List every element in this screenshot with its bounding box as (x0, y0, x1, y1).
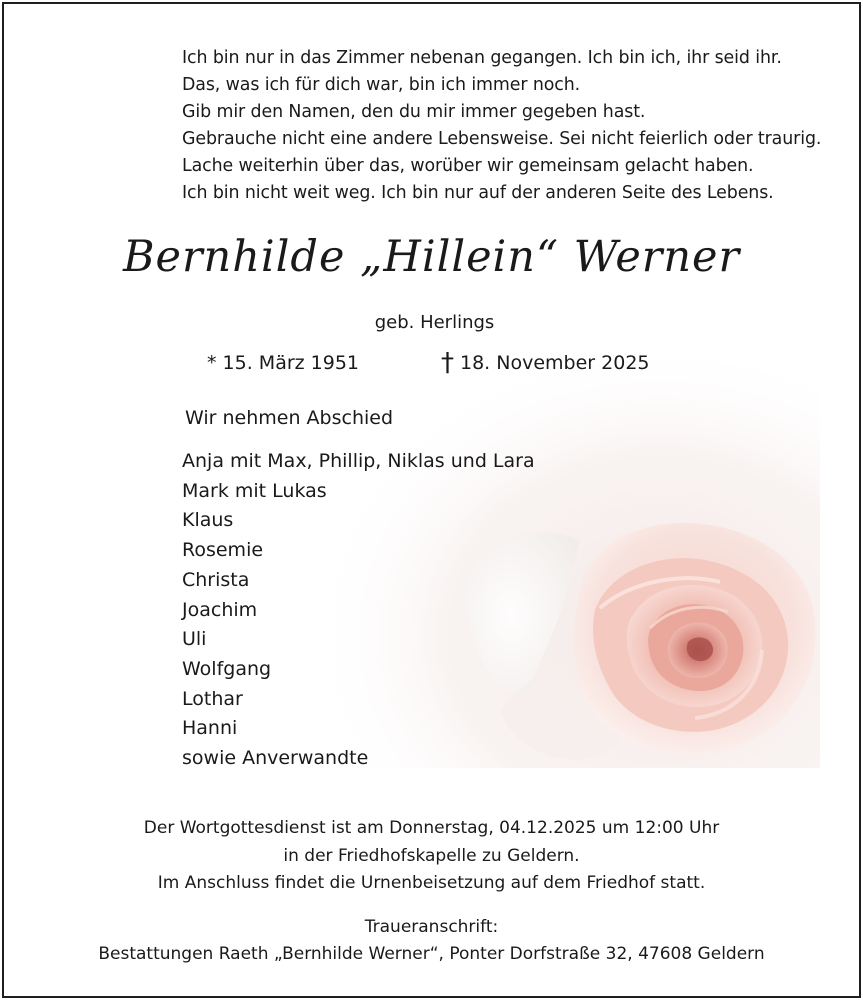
deceased-name: Bernhilde „Hillein“ Werner (122, 232, 741, 282)
mourner: Christa (182, 568, 250, 591)
mourner: Uli (182, 628, 207, 651)
death-date: 18. November 2025 (460, 352, 650, 374)
poem (182, 45, 842, 206)
poem-line: Lache weiterhin über das, worüber wir gemeinsam gelacht haben. (182, 155, 754, 176)
service-info (0, 815, 863, 898)
poem-line: Ich bin nur in das Zimmer nebenan gegangen. Ich bin ich, ihr seid ihr. (182, 48, 782, 68)
mourner: Joachim (182, 598, 258, 621)
mourner-list (182, 447, 535, 774)
poem-line: Gebrauche nicht eine andere Lebensweise. Sei nicht feierlich oder traurig. (182, 128, 822, 149)
mourner: Anja mit Max, Phillip, Niklas und Lara (182, 450, 535, 472)
maiden-name: geb. Herlings (374, 312, 495, 333)
mourner: Mark mit Lukas (182, 479, 327, 502)
mourner: Lothar (182, 687, 243, 710)
mourner: Rosemie (182, 539, 264, 562)
mourning-address: Bestattungen Raeth „Bernhilde Werner“, Ponter Dorfstraße 32, 47608 Geldern (98, 944, 765, 964)
mourner: Hanni (182, 717, 238, 740)
mourner: Wolfgang (182, 657, 272, 680)
address-label: Traueranschrift: (364, 917, 499, 937)
service-line: Im Anschluss findet die Urnenbeisetzung auf dem Friedhof statt. (157, 873, 706, 893)
mourner: Klaus (182, 509, 234, 532)
farewell-heading: Wir nehmen Abschied (185, 407, 394, 429)
service-line: Der Wortgottesdienst ist am Donnerstag, 04.12.2025 um 12:00 Uhr (143, 818, 720, 838)
mourner: sowie Anverwandte (182, 747, 369, 770)
birth-date: * 15. März 1951 (207, 352, 360, 374)
death-date-group (441, 348, 650, 378)
poem-line: Das, was ich für dich war, bin ich immer noch. (182, 74, 581, 95)
poem-line: Ich bin nicht weit weg. Ich bin nur auf der anderen Seite des Lebens. (182, 182, 774, 203)
poem-line: Gib mir den Namen, den du mir immer gegeben hast. (182, 101, 646, 122)
service-line: in der Friedhofskapelle zu Geldern. (283, 845, 580, 866)
cross-icon: † (441, 348, 454, 378)
